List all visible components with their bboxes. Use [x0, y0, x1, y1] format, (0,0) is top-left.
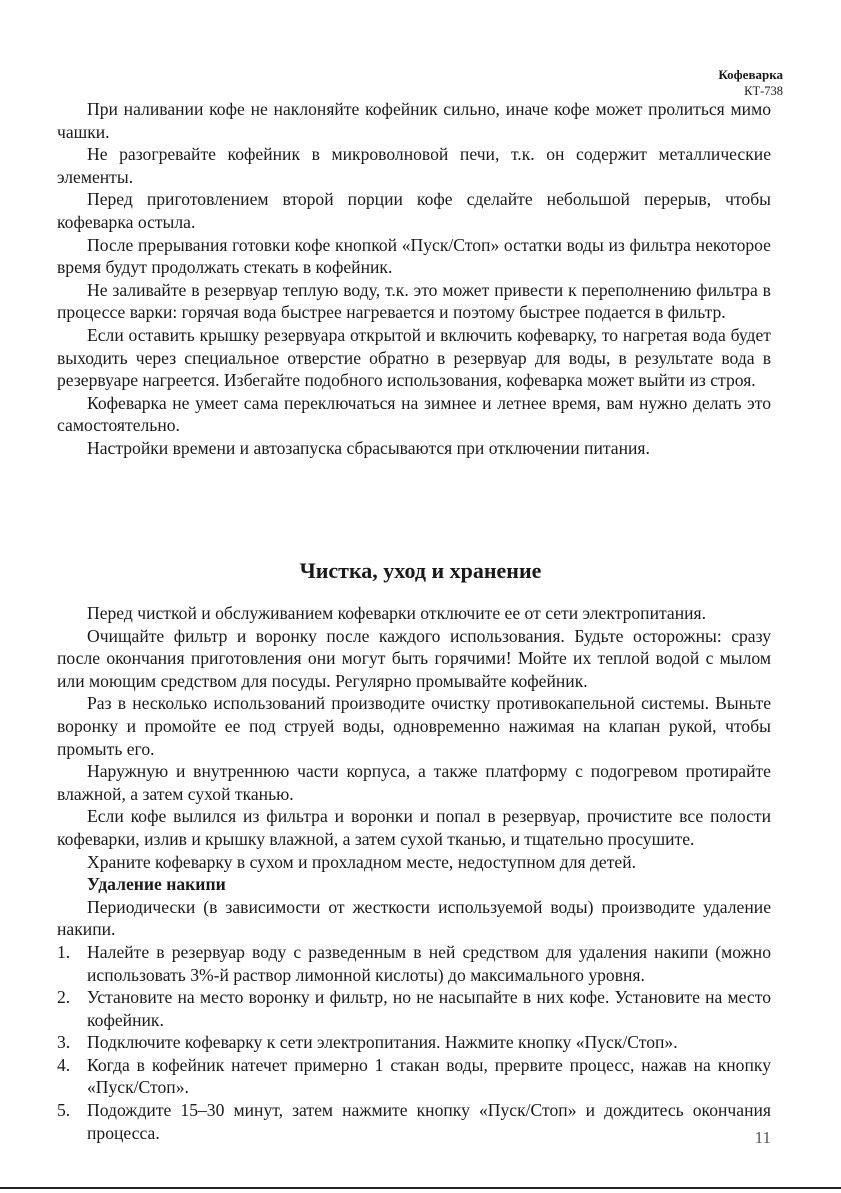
list-item: [57, 986, 771, 1031]
paragraph: При наливании кофе не наклоняйте кофейник сильно, иначе кофе может пролиться мимо чашки.: [57, 99, 771, 142]
paragraph: После прерывания готовки кофе кнопкой «Пуск/Стоп» остатки воды из фильтра некоторое время будут продолжать стекать в кофейник.: [57, 234, 771, 278]
list-item: [57, 1054, 771, 1099]
descaling-steps-list: [57, 941, 771, 1144]
step-number: 1.: [57, 941, 71, 962]
subheading-descaling: Удаление накипи: [87, 874, 226, 895]
step-number: 2.: [57, 987, 71, 1008]
step-number: 5.: [57, 1100, 71, 1121]
section-heading: Чистка, уход и хранение: [299, 558, 542, 583]
paragraph: Раз в несколько использований производите очистку противокапельной системы. Выньте воронку и промойте ее под струей воды, одновременно нажимая на клапан рукой, чтобы промыть его.: [57, 693, 771, 759]
step-text: Установите на место воронку и фильтр, но не насыпайте в них кофе. Установите на место кофейник.: [87, 987, 771, 1030]
cleaning-section: [57, 602, 771, 1144]
step-number: 4.: [57, 1054, 71, 1075]
step-number: 3.: [57, 1032, 71, 1053]
paragraph: Не разогревайте кофейник в микроволновой печи, т.к. он содержит металлические элементы.: [57, 144, 771, 187]
header-product: Кофеварка: [718, 67, 783, 82]
paragraph: Наружную и внутреннюю части корпуса, а также платформу с подогревом протирайте влажной, а затем сухой тканью.: [57, 761, 771, 804]
list-item: [57, 1031, 771, 1054]
header-model: КТ-738: [744, 84, 783, 98]
step-text: Подключите кофеварку к сети электропитания. Нажмите кнопку «Пуск/Стоп».: [87, 1032, 678, 1053]
paragraph: Настройки времени и автозапуска сбрасываются при отключении питания.: [87, 437, 650, 458]
paragraph: Если кофе вылился из фильтра и воронки и попал в резервуар, прочистите все полости кофеварки, излив и крышку влажной, а затем сухой тканью, и тщательно просушите.: [57, 806, 771, 849]
step-text: Подождите 15–30 минут, затем нажмите кнопку «Пуск/Стоп» и дождитесь окончания процесса.: [87, 1100, 771, 1143]
paragraph: Перед приготовлением второй порции кофе сделайте небольшой перерыв, чтобы кофеварка остыла.: [57, 189, 771, 232]
step-text: Налейте в резервуар воду с разведенным в ней средством для удаления накипи (можно использовать 3%-й раствор лимонной кислоты) до максимального уровня.: [87, 941, 771, 985]
page-number: 11: [754, 1128, 771, 1147]
paragraph: Очищайте фильтр и воронку после каждого использования. Будьте осторожны: сразу после окончания приготовления они могут быть горячими! Мойте их теплой водой с мылом или моющим средством для посуды. Регулярно промывайте кофейник.: [57, 625, 771, 691]
paragraph: Кофеварка не умеет сама переключаться на зимнее и летнее время, вам нужно делать это самостоятельно.: [57, 392, 771, 436]
running-header: [718, 66, 783, 100]
list-item: [57, 1099, 771, 1144]
paragraph: Перед чисткой и обслуживанием кофеварки отключите ее от сети электропитания.: [87, 603, 707, 623]
paragraph: Если оставить крышку резервуара открытой и включить кофеварку, то нагретая вода будет выходить через специальное отверстие обратно в резервуар для воды, в результате вода в резервуаре нагреется. Избегайте подобного использования, кофеварка может выйти из строя.: [57, 324, 771, 391]
usage-notes-section: [57, 98, 771, 460]
bottom-rule: [0, 1187, 841, 1189]
paragraph: Периодически (в зависимости от жесткости используемой воды) производите удаление накипи.: [57, 896, 771, 940]
step-text: Когда в кофейник натечет примерно 1 стакан воды, прервите процесс, нажав на кнопку «Пуск/Стоп».: [87, 1054, 771, 1098]
paragraph: Храните кофеварку в сухом и прохладном месте, недоступном для детей.: [87, 851, 637, 872]
paragraph: Не заливайте в резервуар теплую воду, т.к. это может привести к переполнению фильтра в процессе варки: горячая вода быстрее нагревается и поэтому быстрее подается в фильтр.: [57, 279, 771, 323]
list-item: [57, 941, 771, 986]
